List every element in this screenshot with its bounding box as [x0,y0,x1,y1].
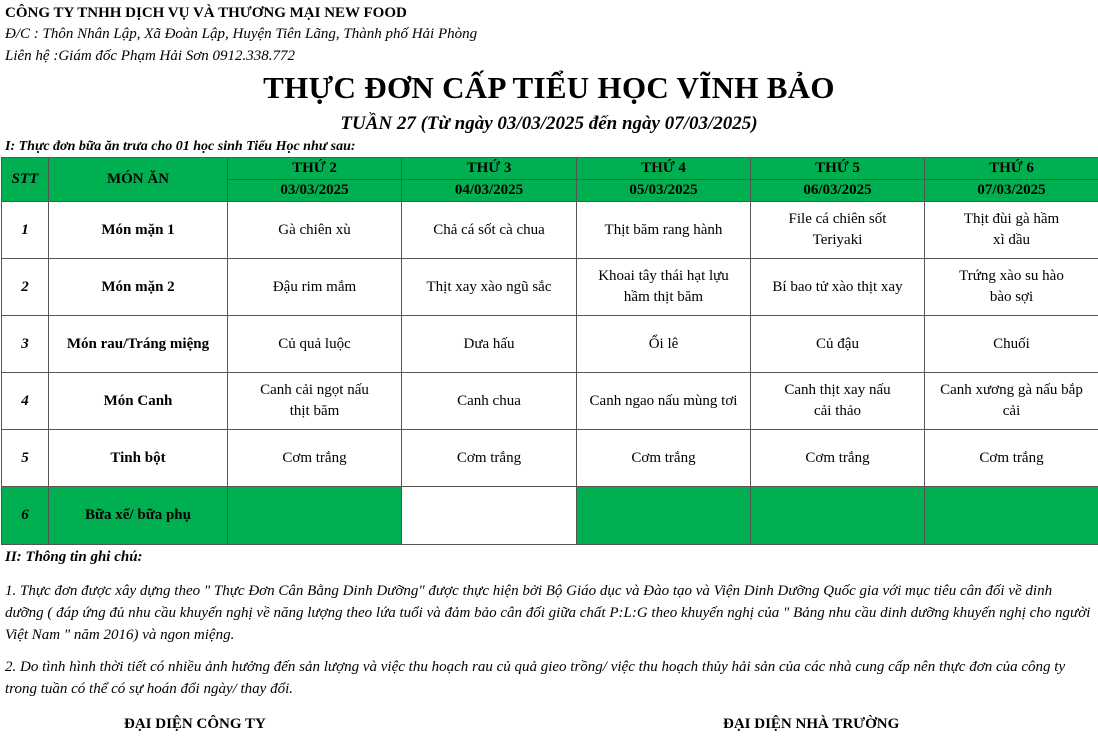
section-1-heading: I: Thực đơn bữa ăn trưa cho 01 học sinh Tiểu Học như sau: [5,139,356,154]
dish-header: MÓN ĂN [49,158,228,202]
stt-header: STT [2,158,49,202]
company-name: CÔNG TY TNHH DỊCH VỤ VÀ THƯƠNG MẠI NEW FOOD [5,5,407,21]
menu-cell: Canh chua [402,373,577,430]
note-1: 1. Thực đơn được xây dựng theo " Thực Đơn Cân Bằng Dinh Dưỡng" được thực hiện bởi Bộ Giáo dục và Đào tạo và Viện Dinh Dưỡng Quốc gia với mục tiêu cân đối về dinh dưỡng ( đáp ứng đủ nhu cầu khuyến nghị về năng lượng theo lứa tuổi và đảm bảo cân đối giữa chất P:L:G theo khuyến nghị của " Bảng nhu cầu dinh dưỡng khuyến nghị cho người Việt Nam " năm 2016) và ngon miệng. [5,583,1091,643]
date-header: 07/03/2025 [925,180,1098,202]
school-signature-label: ĐẠI DIỆN NHÀ TRƯỜNG [723,716,900,732]
menu-cell: Canh thịt xay nấu cải thảo [751,373,925,430]
table-row [2,202,1098,259]
day-header: THỨ 2 [228,158,402,180]
menu-cell: Canh xương gà nấu bắp cải [925,373,1098,430]
menu-cell: Củ quả luộc [228,316,402,373]
date-header: 04/03/2025 [402,180,577,202]
menu-cell [925,487,1098,545]
dish-type: Món rau/Tráng miệng [49,316,228,373]
menu-cell: Thịt đùi gà hầm xì dầu [925,202,1098,259]
menu-cell: Thịt băm rang hành [577,202,751,259]
menu-cell: Bí bao tử xào thịt xay [751,259,925,316]
date-header: 06/03/2025 [751,180,925,202]
menu-cell: Khoai tây thái hạt lựu hầm thịt băm [577,259,751,316]
menu-cell [751,487,925,545]
menu-cell: Chuối [925,316,1098,373]
menu-cell: Gà chiên xù [228,202,402,259]
week-subtitle: TUẦN 27 (Từ ngày 03/03/2025 đến ngày 07/03/2025) [340,113,758,134]
row-number: 4 [2,373,49,430]
menu-cell: Dưa hấu [402,316,577,373]
date-header: 05/03/2025 [577,180,751,202]
table-row [2,373,1098,430]
menu-cell: Củ đậu [751,316,925,373]
menu-cell: Đậu rim mắm [228,259,402,316]
dish-type: Món mặn 1 [49,202,228,259]
company-address: Đ/C : Thôn Nhân Lập, Xã Đoàn Lập, Huyện Tiên Lãng, Thành phố Hải Phòng [5,26,478,42]
menu-cell: Canh cải ngọt nấu thịt băm [228,373,402,430]
dish-type: Tinh bột [49,430,228,487]
date-header: 03/03/2025 [228,180,402,202]
table-row [2,430,1098,487]
menu-table [1,157,1098,545]
company-contact: Liên hệ :Giám đốc Phạm Hải Sơn 0912.338.772 [5,48,296,64]
day-header: THỨ 4 [577,158,751,180]
page-title: THỰC ĐƠN CẤP TIỂU HỌC VĨNH BẢO [263,70,835,105]
table-row [2,316,1098,373]
day-header: THỨ 3 [402,158,577,180]
day-header: THỨ 5 [751,158,925,180]
menu-cell [402,487,577,545]
dish-type: Món Canh [49,373,228,430]
menu-cell: Ổi lê [577,316,751,373]
row-number: 2 [2,259,49,316]
dish-type: Món mặn 2 [49,259,228,316]
section-2-heading: II: Thông tin ghi chú: [5,549,143,565]
menu-cell [228,487,402,545]
menu-cell: Cơm trắng [925,430,1098,487]
company-signature-label: ĐẠI DIỆN CÔNG TY [124,716,266,732]
menu-cell: Canh ngao nấu mùng tơi [577,373,751,430]
row-number: 6 [2,487,49,545]
row-number: 3 [2,316,49,373]
menu-cell: Cơm trắng [228,430,402,487]
menu-cell: Cơm trắng [577,430,751,487]
note-2: 2. Do tình hình thời tiết có nhiều ảnh hưởng đến sản lượng và việc thu hoạch rau củ quả gieo trồng/ việc thu hoạch thủy hải sản của các nhà cung cấp nên thực đơn của công ty trong tuần có thể có sự hoán đổi ngày/ thay đổi. [5,659,1066,697]
row-number: 5 [2,430,49,487]
table-row [2,487,1098,545]
menu-cell: Cơm trắng [402,430,577,487]
table-row [2,259,1098,316]
day-header: THỨ 6 [925,158,1098,180]
row-number: 1 [2,202,49,259]
menu-cell: Chả cá sốt cà chua [402,202,577,259]
menu-cell: Cơm trắng [751,430,925,487]
menu-cell [577,487,751,545]
dish-type: Bữa xế/ bữa phụ [49,487,228,545]
menu-cell: Trứng xào su hào bào sợi [925,259,1098,316]
menu-cell: File cá chiên sốt Teriyaki [751,202,925,259]
menu-cell: Thịt xay xào ngũ sắc [402,259,577,316]
